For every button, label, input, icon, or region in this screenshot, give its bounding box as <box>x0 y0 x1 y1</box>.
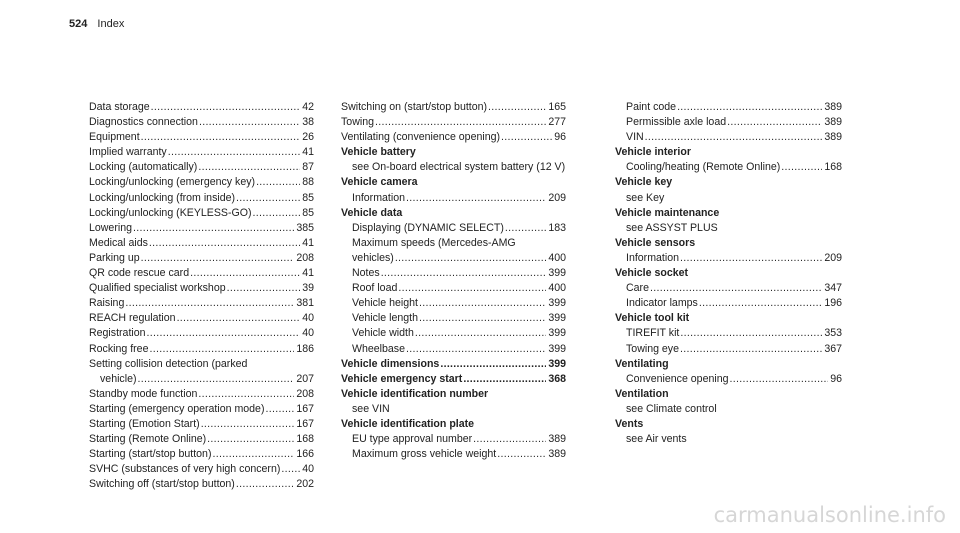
index-entry <box>89 477 314 492</box>
index-entry-text: EU type approval number <box>352 433 473 446</box>
index-see-reference: see Key <box>626 191 665 204</box>
dot-leader <box>473 432 546 447</box>
index-entry <box>341 296 566 311</box>
dot-leader <box>488 100 546 115</box>
index-entry <box>615 160 842 175</box>
page-ref: 85 <box>302 206 314 219</box>
index-entry <box>89 221 314 236</box>
index-entry <box>615 372 842 387</box>
index-heading: Vehicle camera <box>341 176 418 189</box>
page-ref: 165 <box>548 101 566 113</box>
page-ref: 26 <box>302 131 314 144</box>
index-entry <box>341 447 566 462</box>
index-entry-text: Notes <box>352 267 380 280</box>
index-heading: Vents <box>615 417 644 430</box>
index-entry <box>89 175 314 190</box>
dot-leader <box>256 175 300 190</box>
dot-leader <box>381 266 547 281</box>
page-ref: 367 <box>824 342 842 355</box>
page-ref: 389 <box>548 433 566 446</box>
index-entry <box>89 236 314 251</box>
index-entry-text: REACH regulation <box>89 312 176 325</box>
index-entry <box>89 145 314 160</box>
dot-leader <box>133 221 294 236</box>
index-entry <box>341 266 566 281</box>
index-entry <box>341 326 566 341</box>
dot-leader <box>141 251 295 266</box>
index-entry <box>89 342 314 357</box>
index-entry-text: Starting (start/stop button) <box>89 448 212 461</box>
index-entry <box>341 311 566 326</box>
page-ref: 96 <box>830 372 842 385</box>
index-entry <box>89 432 314 447</box>
page-ref: 85 <box>302 191 314 204</box>
index-entry-text: Vehicle dimensions <box>341 357 440 370</box>
dot-leader <box>375 115 546 130</box>
page-ref: 353 <box>824 327 842 340</box>
page-ref: 207 <box>296 372 314 385</box>
index-heading: Vehicle battery <box>341 146 416 159</box>
index-entry-text: VIN <box>626 131 644 144</box>
page-ref: 277 <box>548 116 566 129</box>
index-see-reference: see On-board electrical system battery (12 V) <box>352 161 566 174</box>
dot-leader <box>265 402 294 417</box>
dot-leader <box>419 311 546 326</box>
index-heading: Vehicle data <box>341 206 403 219</box>
dot-leader <box>201 417 295 432</box>
index-entry-text: Qualified specialist workshop <box>89 282 226 295</box>
index-see-reference: Maximum speeds (Mercedes-AMG <box>352 236 516 249</box>
dot-leader <box>406 191 546 206</box>
index-entry-text: Towing eye <box>626 342 679 355</box>
page-ref: 166 <box>296 448 314 461</box>
page-ref: 40 <box>302 327 314 340</box>
index-entry-text: Diagnostics connection <box>89 116 198 129</box>
index-entry-text: SVHC (substances of very high concern) <box>89 463 281 476</box>
dot-leader <box>727 115 822 130</box>
dot-leader <box>680 326 822 341</box>
index-entry <box>89 266 314 281</box>
index-entry <box>341 281 566 296</box>
index-entry-text: Lowering <box>89 221 132 234</box>
dot-leader <box>501 130 552 145</box>
index-entry-text: Starting (Emotion Start) <box>89 417 200 430</box>
page-ref: 168 <box>824 161 842 174</box>
index-entry-text: Ventilating (convenience opening) <box>341 131 501 144</box>
page-ref: 389 <box>548 448 566 461</box>
dot-leader <box>415 326 546 341</box>
index-heading: Ventilation <box>615 387 669 400</box>
page-ref: 196 <box>824 297 842 310</box>
dot-leader <box>497 447 546 462</box>
page-ref: 399 <box>548 327 566 340</box>
index-heading: Vehicle identification plate <box>341 417 475 430</box>
page-header <box>69 18 124 30</box>
page-ref: 88 <box>302 176 314 189</box>
dot-leader <box>730 372 829 387</box>
page-ref: 368 <box>548 372 566 385</box>
index-entry-text: Equipment <box>89 131 140 144</box>
page-ref: 209 <box>548 191 566 204</box>
index-entry <box>615 251 842 266</box>
page-ref: 347 <box>824 282 842 295</box>
dot-leader <box>440 357 546 372</box>
index-entry <box>341 342 566 357</box>
dot-leader <box>227 281 301 296</box>
index-entry <box>341 221 566 236</box>
index-entry <box>89 402 314 417</box>
dot-leader <box>236 191 300 206</box>
dot-leader <box>198 387 294 402</box>
dot-leader <box>677 100 822 115</box>
page-ref: 42 <box>302 101 314 113</box>
index-see-reference: see Climate control <box>626 402 717 415</box>
index-entry <box>89 387 314 402</box>
dot-leader <box>680 251 822 266</box>
dot-leader <box>463 372 546 387</box>
index-entry-text: Indicator lamps <box>626 297 698 310</box>
index-heading <box>341 372 566 387</box>
index-heading: Ventilating <box>615 357 669 370</box>
dot-leader <box>125 296 294 311</box>
index-entry-text: Displaying (DYNAMIC SELECT) <box>352 221 504 234</box>
page-ref: 41 <box>302 236 314 249</box>
index-entry-text: vehicle) <box>100 372 137 385</box>
index-entry <box>89 251 314 266</box>
index-entry <box>615 115 842 130</box>
page-ref: 183 <box>548 221 566 234</box>
page-ref: 202 <box>296 478 314 491</box>
index-entry-text: Care <box>626 282 649 295</box>
index-entry-text: Vehicle height <box>352 297 418 310</box>
index-entry-text: Roof load <box>352 282 398 295</box>
index-entry <box>89 191 314 206</box>
page-ref: 385 <box>296 221 314 234</box>
index-entry <box>89 160 314 175</box>
dot-leader <box>781 160 822 175</box>
dot-leader <box>650 281 822 296</box>
index-column-2 <box>341 100 566 462</box>
index-heading: Vehicle socket <box>615 267 689 280</box>
dot-leader <box>198 160 300 175</box>
page-ref: 41 <box>302 146 314 159</box>
index-entry <box>89 100 314 115</box>
index-entry-text: Data storage <box>89 101 150 113</box>
index-entry-text: Registration <box>89 327 146 340</box>
index-entry-text: Raising <box>89 297 125 310</box>
dot-leader <box>253 206 301 221</box>
dot-leader <box>149 342 294 357</box>
index-entry <box>89 206 314 221</box>
page-ref: 389 <box>824 101 842 113</box>
page-ref: 41 <box>302 267 314 280</box>
index-entry <box>615 326 842 341</box>
index-entry-text: Starting (emergency operation mode) <box>89 402 265 415</box>
index-see-reference: see Air vents <box>626 433 687 446</box>
dot-leader <box>281 462 300 477</box>
index-entry-text: Locking/unlocking (KEYLESS-GO) <box>89 206 252 219</box>
index-entry-text: Convenience opening <box>626 372 729 385</box>
index-entry-text: Vehicle width <box>352 327 414 340</box>
dot-leader <box>147 326 301 341</box>
index-entry-text: Cooling/heating (Remote Online) <box>626 161 781 174</box>
dot-leader <box>699 296 822 311</box>
index-entry-text: QR code rescue card <box>89 267 190 280</box>
index-entry <box>341 251 566 266</box>
dot-leader <box>680 342 822 357</box>
index-entry-text: Locking/unlocking (emergency key) <box>89 176 256 189</box>
dot-leader <box>177 311 301 326</box>
page-ref: 399 <box>548 357 566 370</box>
page-ref: 40 <box>302 463 314 476</box>
index-entry-text: vehicles) <box>352 251 394 264</box>
index-heading: Vehicle key <box>615 176 673 189</box>
index-entry <box>89 311 314 326</box>
index-entry <box>89 115 314 130</box>
page-ref: 399 <box>548 342 566 355</box>
index-entry-text: Standby mode function <box>89 387 198 400</box>
index-entry-text: Locking/unlocking (from inside) <box>89 191 236 204</box>
index-entry <box>615 296 842 311</box>
index-entry <box>89 130 314 145</box>
page-ref: 399 <box>548 267 566 280</box>
dot-leader <box>190 266 300 281</box>
index-entry <box>341 100 566 115</box>
index-entry-text: Implied warranty <box>89 146 167 159</box>
dot-leader <box>141 130 301 145</box>
page-ref: 39 <box>302 282 314 295</box>
index-entry <box>89 296 314 311</box>
page-ref: 167 <box>296 417 314 430</box>
dot-leader <box>505 221 546 236</box>
dot-leader <box>168 145 300 160</box>
index-entry <box>89 417 314 432</box>
index-entry <box>341 432 566 447</box>
page-number: 524 <box>69 18 88 30</box>
dot-leader <box>395 251 547 266</box>
index-entry-text: Vehicle emergency start <box>341 372 463 385</box>
index-entry-text: Paint code <box>626 101 677 113</box>
page-ref: 208 <box>296 387 314 400</box>
page-ref: 40 <box>302 312 314 325</box>
dot-leader <box>151 100 301 115</box>
index-entry-text: Vehicle length <box>352 312 418 325</box>
page-ref: 168 <box>296 433 314 446</box>
page-ref: 87 <box>302 161 314 174</box>
index-entry-text: Switching off (start/stop button) <box>89 478 235 491</box>
index-entry-text: Permissible axle load <box>626 116 727 129</box>
watermark: carmanualsonline.info <box>713 503 946 527</box>
index-entry-text: Towing <box>341 116 374 129</box>
page-ref: 389 <box>824 131 842 144</box>
page-ref: 400 <box>548 251 566 264</box>
page-ref: 381 <box>296 297 314 310</box>
page-ref: 399 <box>548 312 566 325</box>
index-entry-text: Setting collision detection (parked <box>89 357 248 370</box>
index-entry <box>341 115 566 130</box>
index-entry <box>341 130 566 145</box>
page-ref: 389 <box>824 116 842 129</box>
page-ref: 208 <box>296 251 314 264</box>
index-column-1 <box>89 100 314 492</box>
index-heading: Vehicle sensors <box>615 236 696 249</box>
index-heading <box>341 357 566 372</box>
index-entry-text: Wheelbase <box>352 342 405 355</box>
index-entry <box>615 130 842 145</box>
page-ref: 400 <box>548 282 566 295</box>
index-entry <box>89 462 314 477</box>
index-entry-text: Medical aids <box>89 236 148 249</box>
index-entry <box>89 281 314 296</box>
page-ref: 186 <box>296 342 314 355</box>
index-see-reference: see ASSYST PLUS <box>626 221 718 234</box>
page-ref: 96 <box>554 131 566 144</box>
index-entry-text: Starting (Remote Online) <box>89 433 207 446</box>
dot-leader <box>207 432 294 447</box>
dot-leader <box>645 130 823 145</box>
dot-leader <box>138 372 295 387</box>
dot-leader <box>149 236 300 251</box>
index-entry-text: Parking up <box>89 251 140 264</box>
dot-leader <box>406 342 546 357</box>
index-entry-text: Locking (automatically) <box>89 161 198 174</box>
page-ref: 167 <box>296 402 314 415</box>
index-entry-text: Rocking free <box>89 342 149 355</box>
dot-leader <box>419 296 546 311</box>
dot-leader <box>236 477 294 492</box>
index-heading: Vehicle interior <box>615 146 691 159</box>
index-entry-text: Information <box>626 251 679 264</box>
dot-leader <box>212 447 294 462</box>
index-column-3 <box>615 100 842 447</box>
index-entry <box>89 372 314 387</box>
index-entry <box>615 100 842 115</box>
page-ref: 209 <box>824 251 842 264</box>
index-entry <box>341 191 566 206</box>
section-title: Index <box>97 18 125 30</box>
index-entry <box>615 342 842 357</box>
index-heading: Vehicle identification number <box>341 387 489 400</box>
index-heading: Vehicle tool kit <box>615 312 690 325</box>
index-heading: Vehicle maintenance <box>615 206 720 219</box>
dot-leader <box>398 281 546 296</box>
index-entry-text: TIREFIT kit <box>626 327 680 340</box>
dot-leader <box>199 115 300 130</box>
page-ref: 399 <box>548 297 566 310</box>
index-see-reference: see VIN <box>352 402 390 415</box>
index-entry <box>89 326 314 341</box>
index-entry-text: Maximum gross vehicle weight <box>352 448 497 461</box>
index-entry <box>89 447 314 462</box>
index-entry <box>615 281 842 296</box>
index-entry-text: Switching on (start/stop button) <box>341 101 488 113</box>
index-entry-text: Information <box>352 191 405 204</box>
page-ref: 38 <box>302 116 314 129</box>
